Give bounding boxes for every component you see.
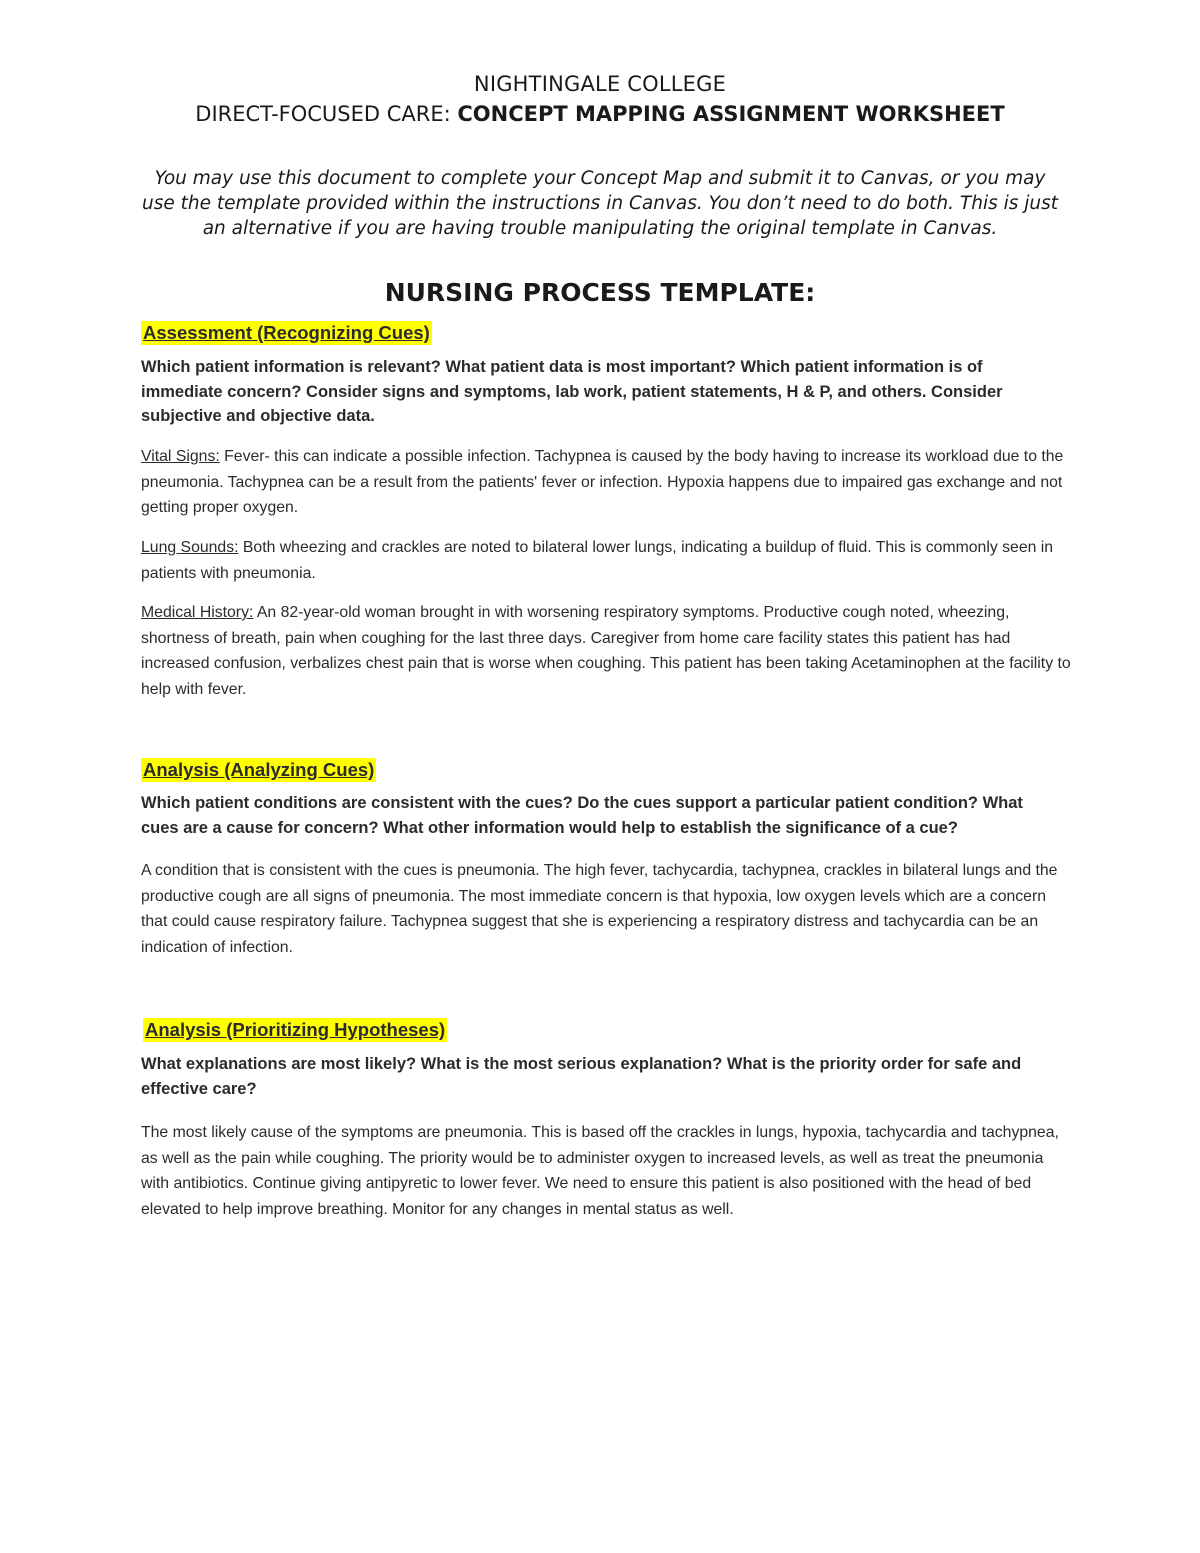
prioritizing-heading: Analysis (Prioritizing Hypotheses) (145, 1019, 446, 1040)
prioritizing-question: What explanations are most likely? What is the most serious explanation? What is the priority order for safe and effective care? (141, 1055, 1022, 1098)
lung-sounds-label: Lung Sounds: (141, 539, 239, 556)
analysis-question: Which patient conditions are consistent with the cues? Do the cues support a particular patient condition? What cues are a cause for concern? What other information would help to establish the significance of a cue? (141, 794, 1023, 837)
medical-history-label: Medical History: (141, 604, 254, 621)
vital-signs-text: Fever- this can indicate a possible infection. Tachypnea is caused by the body having to increase its workload due to the pneumonia. Tachypnea can be a result from the patients' fever or infection. Hypoxia happens due to impaired gas exchange and not getting proper oxygen. (141, 448, 1064, 516)
medical-history-paragraph (141, 600, 1071, 702)
college-name: NIGHTINGALE COLLEGE (473, 72, 727, 96)
analysis-heading: Analysis (Analyzing Cues) (143, 759, 375, 780)
intro-paragraph: You may use this document to complete your Concept Map and submit it to Canvas, or you may use the template provided within the instructions in Canvas. You don’t need to do both. This is just an alternative if you are having trouble manipulating the original template in Canvas. (141, 168, 1059, 239)
lung-sounds-text: Both wheezing and crackles are noted to bilateral lower lungs, indicating a buildup of fluid. This is commonly seen in patients with pneumonia. (141, 539, 1054, 582)
vital-signs-paragraph (141, 444, 1071, 521)
template-title: NURSING PROCESS TEMPLATE: (384, 278, 816, 307)
worksheet-title-bold: CONCEPT MAPPING ASSIGNMENT WORKSHEET (457, 102, 1005, 126)
prioritizing-paragraph: The most likely cause of the symptoms are pneumonia. This is based off the crackles in lungs, hypoxia, tachycardia and tachypnea, as well as the pain while coughing. The priority would be to administer oxygen to increased levels, as well as treat the pneumonia with antibiotics. Continue giving antipyretic to lower fever. We need to ensure this patient is also positioned with the head of bed elevated to help improve breathing. Monitor for any changes in mental status as well. (141, 1124, 1059, 1218)
assessment-heading: Assessment (Recognizing Cues) (143, 322, 430, 343)
medical-history-text: An 82-year-old woman brought in with worsening respiratory symptoms. Productive cough noted, wheezing, shortness of breath, pain when coughing for the last three days. Caregiver from home care facility states this patient has had increased confusion, verbalizes chest pain that is worse when coughing. This patient has been taking Acetaminophen at the facility to help with fever. (141, 604, 1071, 698)
worksheet-title (0, 102, 1200, 126)
lung-sounds-paragraph (141, 535, 1071, 586)
assessment-question: Which patient information is relevant? What patient data is most important? Which patient information is of immediate concern? Consider signs and symptoms, lab work, patient statements, H & P, and others. Consider subjective and objective data. (141, 358, 1003, 425)
analysis-paragraph: A condition that is consistent with the cues is pneumonia. The high fever, tachycardia, tachypnea, crackles in bilateral lungs and the productive cough are all signs of pneumonia. The most immediate concern is that hypoxia, low oxygen levels which are a concern that could cause respiratory failure. Tachypnea suggest that she is experiencing a respiratory distress and tachycardia can be an indication of infection. (141, 862, 1058, 956)
worksheet-title-prefix: DIRECT-FOCUSED CARE: (195, 102, 458, 126)
vital-signs-label: Vital Signs: (141, 448, 220, 465)
